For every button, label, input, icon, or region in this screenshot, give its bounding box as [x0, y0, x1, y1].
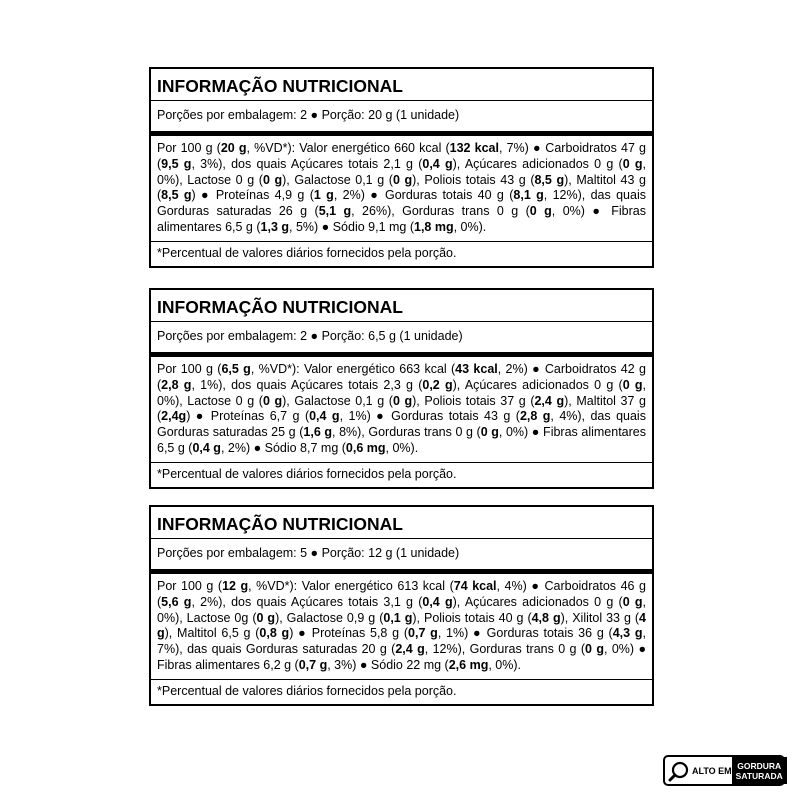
body-text-run: , 2%) ● Sódio 8,7 mg (: [220, 440, 346, 455]
body-text-run: , 2%) ● Gorduras totais 40 g (: [333, 188, 514, 203]
bold-value: 74 kcal: [453, 579, 497, 593]
portions-line: Porções por embalagem: 2 ● Porção: 6,5 g (1 unidade): [157, 329, 463, 343]
bold-value: 0,7 g: [298, 657, 328, 672]
bold-value: 1 g: [313, 188, 334, 203]
high-saturated-fat-badge: [663, 755, 785, 786]
bold-value: 0,7 g: [408, 626, 438, 641]
bold-value: 0,2 g: [422, 377, 453, 392]
badge-label: ALTO EM: [692, 765, 732, 776]
body-text-run: , 0%), Lactose 0g (: [157, 594, 647, 625]
body-text-run: , 26%), Gorduras trans 0 g (: [351, 204, 530, 219]
body-text-run: , 7%), das quais Gorduras saturadas 20 g (: [157, 626, 646, 657]
nutrition-panel-3: [149, 505, 654, 706]
body-text-run: , 4%), das quais Gorduras saturadas 25 g (: [157, 409, 646, 440]
nutrition-body: [151, 136, 652, 241]
bold-value: 20 g: [220, 141, 247, 155]
bold-value: 0 g: [262, 393, 283, 408]
badge-nutrient: [732, 757, 787, 784]
body-text-run: Por 100 g (: [157, 141, 221, 155]
bold-value: 1,8 mg: [414, 219, 454, 234]
bold-value: 12 g: [222, 579, 249, 593]
body-text-run: ) ● Proteínas 5,8 g (: [289, 626, 409, 641]
body-text-run: ), Açúcares adicionados 0 g (: [452, 377, 623, 392]
bold-value: 0 g: [622, 156, 643, 171]
body-text-run: ), Açúcares adicionados 0 g (: [452, 594, 623, 609]
body-text-run: ), Galactose 0,1 g (: [282, 172, 393, 187]
bold-value: 0 g: [622, 377, 643, 392]
bold-value: 4,3 g: [612, 626, 643, 641]
body-text-run: ), Poliois totais 43 g (: [412, 172, 535, 187]
bold-value: 1,3 g: [260, 219, 290, 234]
bold-value: 0,6 mg: [345, 440, 386, 455]
bold-value: 0 g: [262, 172, 283, 187]
body-text-run: , 0%), Lactose 0 g (: [157, 156, 647, 187]
body-text-run: ), Açúcares adicionados 0 g (: [452, 156, 623, 171]
bold-value: 8,5 g: [534, 172, 565, 187]
body-text-run: ), Xilitol 33 g (: [560, 610, 640, 625]
bold-value: 0 g: [480, 425, 499, 440]
portions-line: Porções por embalagem: 5 ● Porção: 12 g (1 unidade): [157, 546, 460, 560]
nutrition-panel-2: [149, 288, 654, 489]
panel-title: INFORMAÇÃO NUTRICIONAL: [157, 297, 403, 317]
footnote: *Percentual de valores diários fornecidos pela porção.: [157, 466, 457, 481]
body-text-run: , 1%) ● Gorduras totais 43 g (: [339, 409, 520, 424]
nutrition-body: [151, 574, 652, 679]
bold-value: 132 kcal: [449, 141, 499, 155]
bold-value: 0,8 g: [259, 626, 290, 641]
bold-value: 4 g: [157, 610, 646, 641]
bold-value: 0,1 g: [383, 610, 413, 625]
body-text-run: , 12%), das quais Gorduras saturadas 26 g (: [157, 188, 646, 219]
body-text-run: , 7%) ● Carboidratos 47 g (: [157, 141, 646, 171]
bold-value: 0,4 g: [309, 409, 340, 424]
body-text-run: Por 100 g (: [157, 579, 223, 593]
badge-nutrient-line1: GORDURA: [737, 760, 782, 771]
body-text-run: , 0%), Lactose 0 g (: [157, 377, 647, 408]
body-text-run: , 0%) ● Fibras alimentares 6,2 g (: [157, 642, 646, 672]
body-text-run: ), Maltitol 6,5 g (: [164, 626, 260, 641]
bold-value: 2,4 g: [534, 393, 565, 408]
bold-value: 43 kcal: [455, 362, 498, 376]
bold-value: 5,6 g: [161, 594, 192, 609]
body-text-run: ), Poliois totais 40 g (: [412, 610, 532, 625]
footnote: *Percentual de valores diários fornecidos pela porção.: [157, 683, 457, 698]
magnifier-icon: [668, 759, 690, 783]
panel-title: INFORMAÇÃO NUTRICIONAL: [157, 76, 403, 96]
bold-value: 2,8 g: [161, 377, 192, 392]
body-text-run: , 8%), Gorduras trans 0 g (: [332, 425, 481, 440]
bold-value: 9,5 g: [161, 156, 192, 171]
body-text-run: , 3%) ● Sódio 22 mg (: [327, 657, 449, 672]
badge-nutrient-line2: SATURADA: [735, 770, 783, 781]
body-text-run: ), Galactose 0,9 g (: [275, 610, 384, 625]
body-text-run: ), Maltitol 37 g (: [157, 393, 646, 424]
bold-value: 0 g: [622, 594, 643, 609]
bold-value: 6,5 g: [221, 362, 251, 376]
bold-value: 8,5 g: [161, 188, 192, 203]
body-text-run: ), Galactose 0,1 g (: [282, 393, 393, 408]
body-text-run: , 3%), dos quais Açúcares totais 2,1 g (: [191, 156, 423, 171]
body-text-run: , 12%), Gorduras trans 0 g (: [424, 642, 586, 657]
body-text-run: , %VD*): Valor energético 613 kcal (: [248, 579, 454, 593]
bold-value: 2,4 g: [395, 642, 425, 657]
body-text-run: , 0%).: [453, 219, 487, 234]
body-text-run: Por 100 g (: [157, 362, 222, 376]
body-text-run: , 1%), dos quais Açúcares totais 2,3 g (: [191, 377, 423, 392]
bold-value: 0 g: [585, 642, 604, 657]
bold-value: 0,4 g: [422, 594, 453, 609]
body-text-run: , 0%) ● Fibras alimentares 6,5 g (: [157, 425, 646, 455]
body-text-run: , 2%) ● Carboidratos 42 g (: [157, 362, 646, 392]
bold-value: 1,6 g: [303, 425, 333, 440]
bold-value: 0 g: [392, 172, 413, 187]
body-text-run: , %VD*): Valor energético 663 kcal (: [250, 362, 456, 376]
footnote: *Percentual de valores diários fornecidos pela porção.: [157, 245, 457, 260]
body-text-run: ), Maltitol 43 g (: [157, 172, 646, 203]
body-text-run: ) ● Proteínas 6,7 g (: [186, 409, 310, 424]
body-text-run: , 0%).: [488, 657, 521, 672]
bold-value: 0 g: [392, 393, 413, 408]
panel-title: INFORMAÇÃO NUTRICIONAL: [157, 514, 403, 534]
bold-value: 4,8 g: [531, 610, 561, 625]
body-text-run: ), Poliois totais 37 g (: [412, 393, 535, 408]
body-text-run: , %VD*): Valor energético 660 kcal (: [246, 141, 450, 155]
body-text-run: , 0%).: [385, 440, 419, 455]
body-text-run: , 1%) ● Gorduras totais 36 g (: [437, 626, 613, 641]
bold-value: 8,1 g: [513, 188, 544, 203]
bold-value: 0 g: [256, 610, 276, 625]
portions-line: Porções por embalagem: 2 ● Porção: 20 g (1 unidade): [157, 108, 460, 122]
bold-value: 2,4g: [161, 409, 187, 424]
bold-value: 2,8 g: [519, 409, 551, 424]
bold-value: 0,4 g: [422, 156, 453, 171]
body-text-run: , 0%) ● Fibras alimentares 6,5 g (: [157, 204, 646, 234]
body-text-run: , 5%) ● Sódio 9,1 mg (: [289, 219, 414, 234]
body-text-run: , 4%) ● Carboidratos 46 g (: [157, 579, 646, 609]
body-text-run: ) ● Proteínas 4,9 g (: [191, 188, 314, 203]
bold-value: 2,6 mg: [448, 657, 489, 672]
body-text-run: , 2%), dos quais Açúcares totais 3,1 g (: [191, 594, 423, 609]
bold-value: 5,1 g: [318, 204, 352, 219]
bold-value: 0,4 g: [192, 440, 221, 455]
bold-value: 0 g: [529, 204, 552, 219]
nutrition-panel-1: [149, 67, 654, 268]
nutrition-body: [151, 357, 652, 462]
